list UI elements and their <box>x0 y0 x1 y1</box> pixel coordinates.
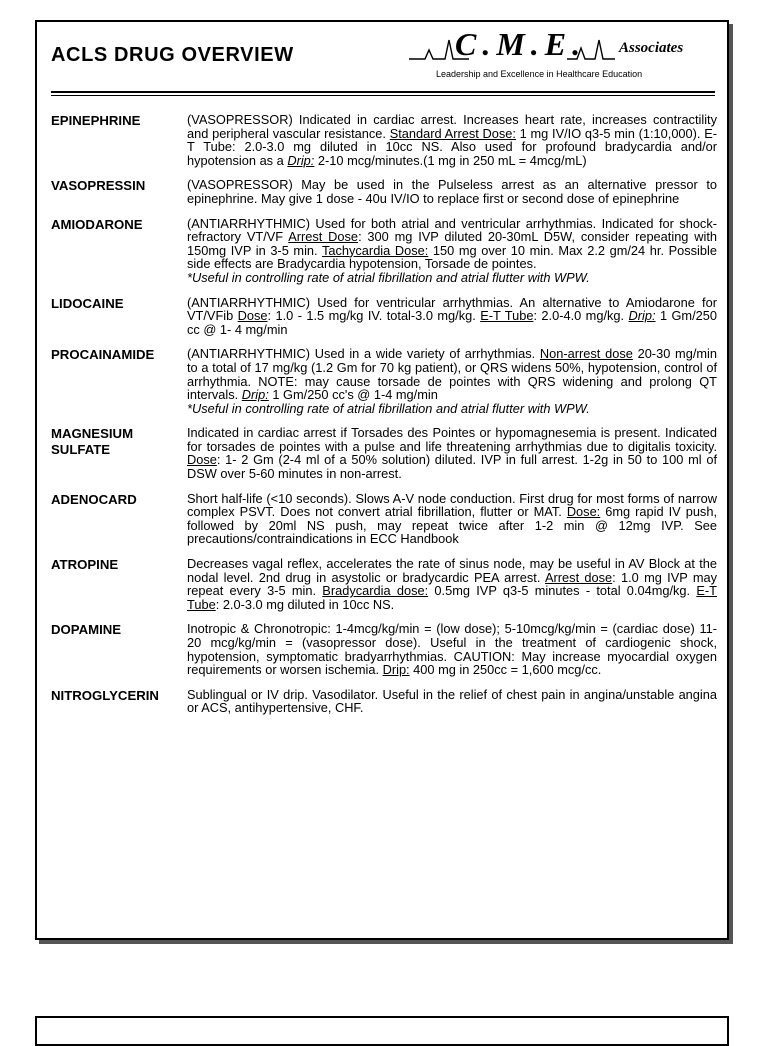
description-text: 1 mg IV/IO q3-5 min (1:10,000). E-T Tube: 2.0-3.0 mg diluted in 10cc NS. Also used for profound bradycardia and/or hypotension as a <box>187 125 718 168</box>
drug-description <box>187 557 717 611</box>
description-text: 2-10 mcg/minutes.(1 mg in 250 mL = 4mcg/mL) <box>314 152 587 168</box>
drug-name: AMIODARONE <box>51 216 143 232</box>
description-text: Decreases vagal reflex, accelerates the rate of sinus node, may be useful in AV Block at the nodal level. 2nd drug in asystolic or bradycardic PEA arrest. <box>187 556 717 585</box>
description-text: 150 mg over 10 min. Max 2.2 gm/24 hr. Possible side effects are Bradycardia hypotension, Torsade de pointes. <box>187 242 717 272</box>
drug-name: DOPAMINE <box>51 622 122 638</box>
drug-row <box>51 622 717 676</box>
drug-description <box>187 688 717 715</box>
description-text: (ANTIARRHYTHMIC) Used in a wide variety of arrhythmias. <box>187 346 540 362</box>
logo-associates: Associates <box>619 40 684 56</box>
drug-name: NITROGLYCERIN <box>51 687 159 703</box>
drug-name: LIDOCAINE <box>51 295 124 311</box>
page-title: ACLS DRUG OVERVIEW <box>51 44 294 66</box>
drug-description <box>187 178 717 205</box>
dose-label: Tachycardia Dose: <box>321 242 429 258</box>
drug-row <box>51 492 717 546</box>
drug-name: EPINEPHRINE <box>51 113 141 128</box>
dose-label: Dose <box>187 452 217 468</box>
dose-label: Drip: <box>382 662 410 678</box>
drug-name: ADENOCARD <box>51 491 137 507</box>
dose-label: Dose: <box>566 504 601 520</box>
drug-note: *Useful in controlling rate of atrial fibrillation and atrial flutter with WPW. <box>187 400 590 416</box>
description-text: : 2.0-3.0 mg diluted in 10cc NS. <box>215 596 395 612</box>
drug-description <box>187 426 717 480</box>
drug-row <box>51 178 717 205</box>
header <box>37 22 727 94</box>
description-text: : 1- 2 Gm (2-4 ml of a 50% solution) diluted. IVP in full arrest. 1-2g in 50 to 100 ml of DSW over 5-60 minutes in non-arrest. <box>187 452 717 482</box>
description-text: 1 Gm/250 cc @ 1- 4 mg/min <box>187 308 717 337</box>
drug-row <box>51 296 717 337</box>
dose-label: Drip: <box>287 152 315 168</box>
drug-row <box>51 557 717 611</box>
drug-row <box>51 426 717 480</box>
description-text: : 1.0 - 1.5 mg/kg IV. total-3.0 mg/kg. <box>267 308 481 324</box>
dose-label: Drip: <box>241 387 269 403</box>
drug-note: *Useful in controlling rate of atrial fibrillation and atrial flutter with WPW. <box>187 269 590 285</box>
drug-name: ATROPINE <box>51 557 119 573</box>
description-text: 400 mg in 250cc = 1,600 mcg/cc. <box>409 662 602 678</box>
dose-label: Dose <box>237 308 268 324</box>
dose-label: E-T Tube <box>187 583 717 612</box>
description-text: : 300 mg IVP diluted 20-30mL D5W, consider repeating with 150mg IVP in 3-5 min. <box>187 229 717 258</box>
drug-description <box>187 492 717 546</box>
description-text: Short half-life (<10 seconds). Slows A-V node conduction. First drug for most forms of narrow complex PSVT. Does not convert atrial fibrillation, flutter or MAT. <box>187 490 717 520</box>
drug-row <box>51 688 717 715</box>
next-card-edge <box>35 1016 729 1046</box>
dose-label: Arrest Dose <box>288 229 359 245</box>
dose-label: Arrest dose <box>545 569 613 585</box>
dose-label: Non-arrest dose <box>539 346 633 362</box>
drug-name: PROCAINAMIDE <box>51 347 155 363</box>
description-text: : 1.0 mg IVP may repeat every 3-5 min. <box>187 569 717 599</box>
drug-name: VASOPRESSIN <box>51 178 146 194</box>
drug-name: MAGNESIUM SULFATE <box>51 426 134 458</box>
drug-row <box>51 113 717 167</box>
logo-tagline: Leadership and Excellence in Healthcare Education <box>436 69 643 79</box>
description-text: (VASOPRESSOR) May be used in the Pulseless arrest as an alternative pressor to epinephrine. May give 1 dose - 40u IV/IO to replace first or second dose of epinephrine <box>187 177 717 206</box>
description-text: : 2.0-4.0 mg/kg. <box>533 308 629 324</box>
cme-associates-logo <box>409 26 719 86</box>
description-text: 6mg rapid IV push, followed by 20ml NS push, may repeat twice after 1-2 min @ 12mg IVP. See precautions/contraindications in ECC Handbook <box>187 504 718 547</box>
drug-description <box>187 347 717 415</box>
header-rule-thin <box>51 95 715 96</box>
description-text: (VASOPRESSOR) Indicated in cardiac arrest. Increases heart rate, increases contractility and peripheral vascular resistance. <box>187 112 717 141</box>
description-text: (ANTIARRHYTHMIC) Used for ventricular arrhythmias. An alternative to Amiodarone for VT/VFib <box>187 294 717 324</box>
description-text: Inotropic & Chronotropic: 1-4mcg/kg/min = (low dose); 5-10mcg/kg/min = (cardiac dose) 11-20 mcg/kg/min = (vasopressor dose). Useful in the treatment of cardiogenic shock, hypotension, symptomatic bradyarrhythmias. CAUTION: May increase myocardial oxygen requirements or worsen ischemia. <box>187 621 717 678</box>
description-text: Indicated in cardiac arrest if Torsades des Pointes or hypomagnesemia is present. Indicated for torsades de pointes with a pulse and life threatening arrhythmias due to digitalis toxicity. <box>187 425 717 454</box>
drug-description <box>187 622 717 676</box>
dose-label: E-T Tube <box>480 308 534 324</box>
dose-label: Bradycardia dose: <box>322 583 429 599</box>
description-text: Sublingual or IV drip. Vasodilator. Useful in the relief of chest pain in angina/unstable angina or ACS, antihypertensive, CHF. <box>187 686 717 716</box>
drug-list <box>51 113 717 726</box>
acls-drug-card <box>35 20 729 940</box>
description-text: 1 Gm/250 cc's @ 1-4 mg/min <box>268 387 438 403</box>
dose-label: Standard Arrest Dose: <box>389 125 516 141</box>
description-text: 0.5mg IVP q3-5 minutes - total 0.04mg/kg. <box>428 583 697 599</box>
description-text: 20-30 mg/min to a total of 17 mg/kg (1.2 Gm for 70 kg patient), or QRS widens 50%, hypotension, control of arrhythmia. NOTE: may cause torsade de pointes with QRS widening and prolong QT intervals. <box>187 346 717 403</box>
drug-description <box>187 217 717 285</box>
drug-row <box>51 217 717 285</box>
header-rule-thick <box>51 91 715 93</box>
drug-row <box>51 347 717 415</box>
drug-description <box>187 113 717 167</box>
logo-mark: C.M.E. <box>455 26 587 62</box>
drug-description <box>187 296 717 337</box>
description-text: (ANTIARRHYTHMIC) Used for both atrial and ventricular arrhythmias. Indicated for shock-refractory VT/VF <box>187 215 717 245</box>
dose-label: Drip: <box>628 308 656 324</box>
